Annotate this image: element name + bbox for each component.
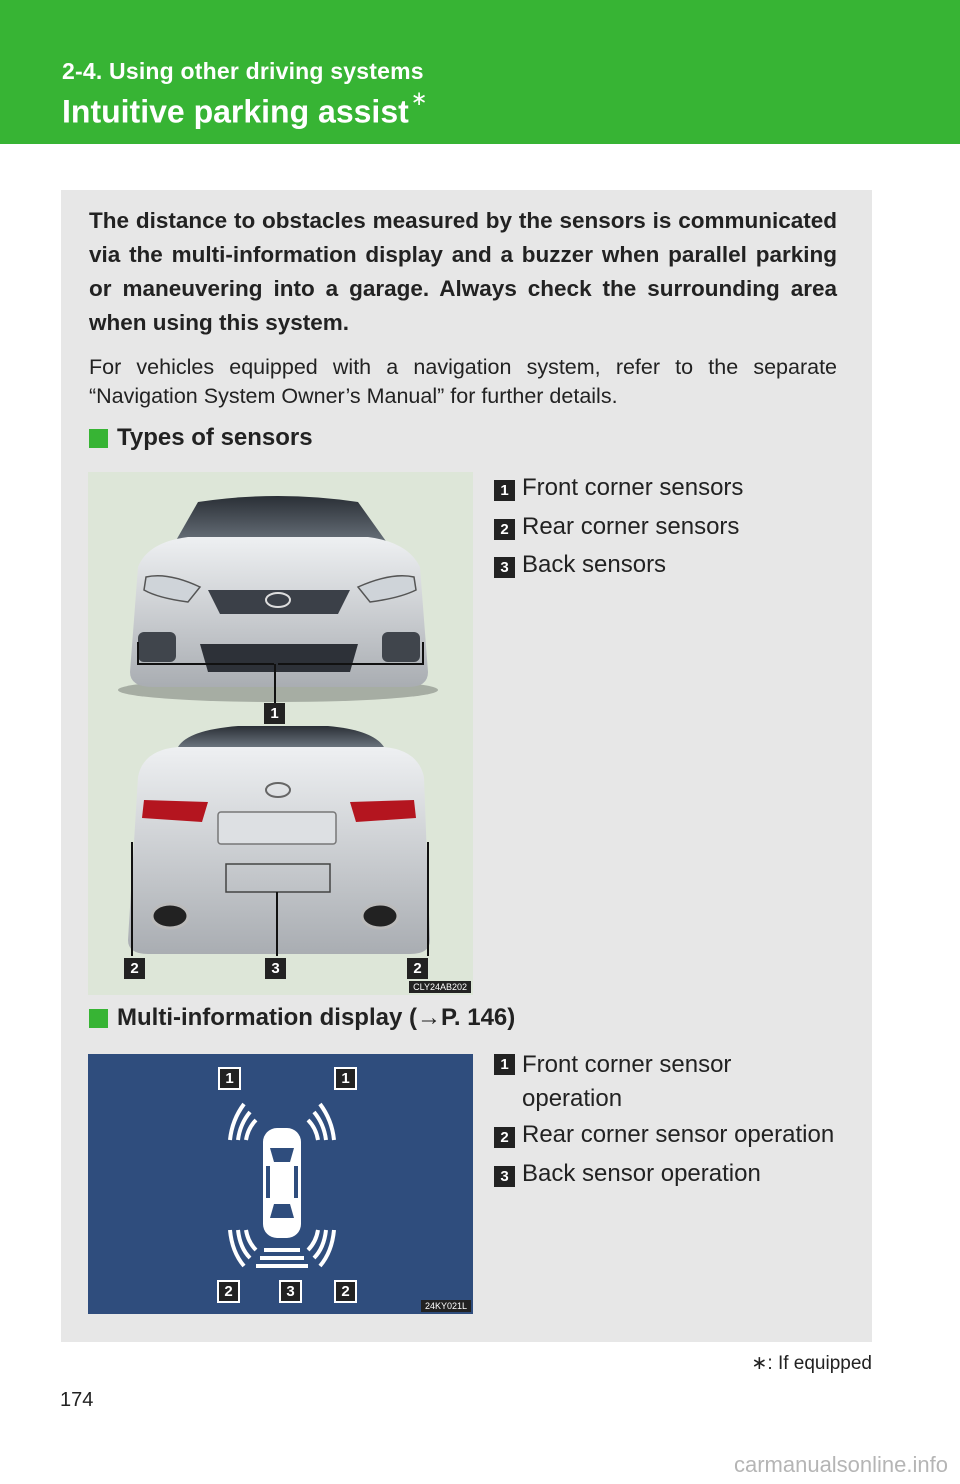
- types-of-sensors-heading: [89, 424, 313, 452]
- page-number: 174: [60, 1389, 94, 1411]
- display-callout-2-right: 2: [334, 1280, 357, 1303]
- figure-callout-3: 3: [265, 958, 286, 979]
- figure-code: 24KY021L: [421, 1300, 471, 1312]
- legend-label: Rear corner sensor operation: [522, 1121, 835, 1148]
- legend-item: [494, 551, 743, 589]
- number-badge: 2: [494, 519, 515, 540]
- multi-information-display-heading: [89, 1004, 515, 1032]
- multi-information-display-heading-text: Multi-information display (→P. 146): [117, 1004, 516, 1031]
- car-sensors-figure: [88, 472, 473, 995]
- header-bar: [0, 0, 960, 144]
- figure-code: CLY24AB202: [409, 981, 471, 993]
- section-label: 2-4. Using other driving systems: [62, 58, 424, 84]
- number-badge: 3: [494, 1166, 515, 1187]
- number-badge: 1: [494, 1054, 515, 1075]
- green-square-bullet-icon: [89, 1009, 108, 1028]
- number-badge: 1: [494, 480, 515, 501]
- display-callout-2-left: 2: [217, 1280, 240, 1303]
- number-badge: 3: [494, 557, 515, 578]
- figure-callout-2-right: 2: [407, 958, 428, 979]
- legend-label: Back sensor operation: [522, 1160, 761, 1187]
- front-car-view: [118, 496, 438, 702]
- if-equipped-footnote: ∗: If equipped: [751, 1353, 872, 1374]
- legend-item: [494, 513, 743, 551]
- rear-car-view: [128, 726, 430, 956]
- watermark: carmanualsonline.info: [733, 1452, 948, 1477]
- legend-label: Front corner sensor operation: [522, 1051, 732, 1112]
- figure-callout-2-left: 2: [124, 958, 145, 979]
- legend-label: Back sensors: [522, 551, 667, 578]
- display-callout-3: 3: [279, 1280, 302, 1303]
- figure-callout-1: 1: [264, 703, 285, 724]
- green-square-bullet-icon: [89, 429, 108, 448]
- sensor-types-legend: [494, 474, 743, 589]
- legend-item: [494, 474, 743, 513]
- intro-bold-paragraph: The distance to obstacles measured by the sensors is communicated via the multi-information display and a buzzer when parallel parking or maneuvering into a garage. Always check the surrounding area when using this system.: [89, 208, 837, 335]
- legend-label: Front corner sensors: [522, 474, 744, 501]
- types-of-sensors-heading-text: Types of sensors: [117, 424, 313, 451]
- page-title: [62, 88, 428, 131]
- if-equipped-mark: ∗: [410, 88, 428, 110]
- page-title-text: Intuitive parking assist: [62, 93, 409, 130]
- legend-label: Rear corner sensors: [522, 513, 740, 540]
- number-badge: 2: [494, 1127, 515, 1148]
- legend-item: [494, 1160, 838, 1199]
- legend-item: [494, 1121, 838, 1160]
- display-callout-1-left: 1: [218, 1067, 241, 1090]
- car-top-icon: [263, 1128, 301, 1238]
- back-sensor-bars: [256, 1250, 308, 1266]
- multi-information-display-figure: [88, 1054, 473, 1314]
- display-callout-1-right: 1: [334, 1067, 357, 1090]
- intro-normal-paragraph: For vehicles equipped with a navigation system, refer to the separate “Navigation System Owner’s Manual” for further details.: [89, 355, 837, 408]
- car-illustration: [88, 472, 473, 995]
- legend-item: [494, 1048, 838, 1121]
- display-illustration: [88, 1054, 473, 1314]
- display-legend: [494, 1048, 838, 1199]
